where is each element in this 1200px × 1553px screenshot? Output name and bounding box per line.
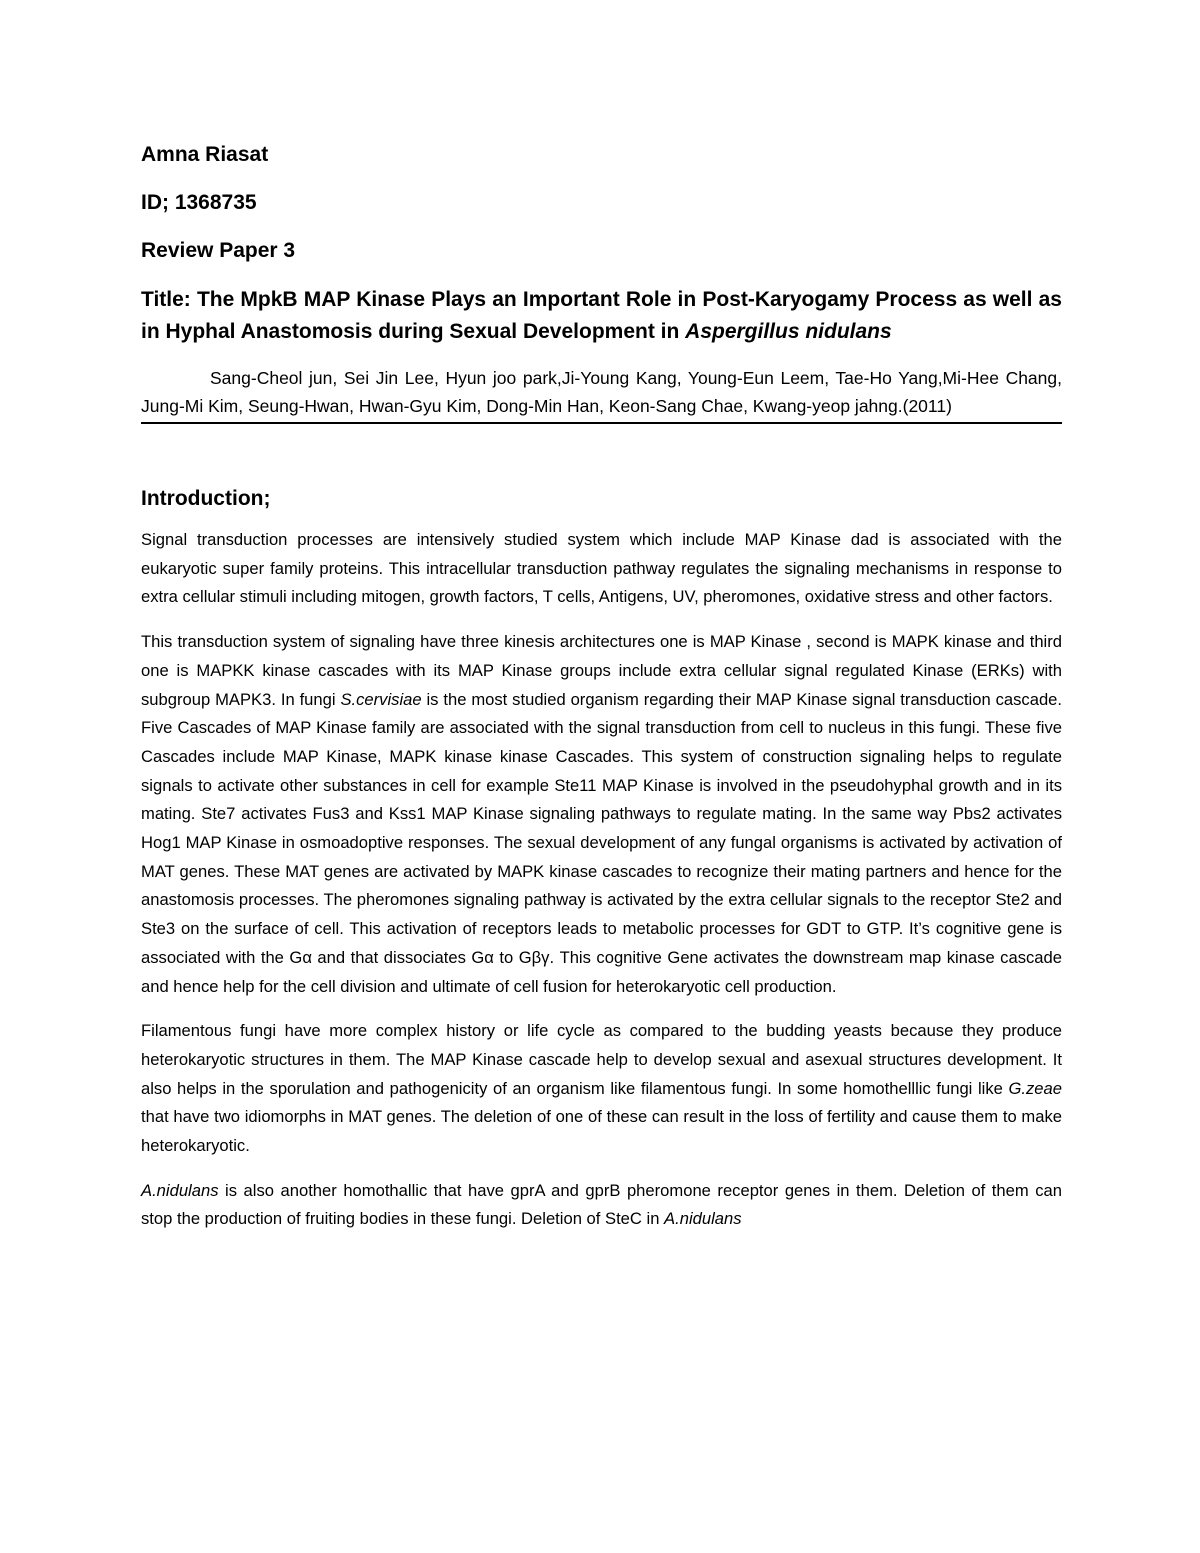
paragraph-3-text-b: that have two idiomorphs in MAT genes. The deletion of one of these can result in the loss of fertility and cause them to make heterokaryotic. — [141, 1107, 1062, 1156]
author-name: Amna Riasat — [141, 143, 269, 166]
paragraph-2-text-b: is the most studied organism regarding their MAP Kinase signal transduction cascade. Five Cascades of MAP Kinase family are associated with the signal transduction from cell to nucleus in this fungi. These five Cascades include MAP Kinase, MAPK kinase kinase Cascades. This system of construction signaling helps to regulate signals to activate other substances in cell for example Ste11 MAP Kinase is involved in the pseudohyphal growth and in its mating. Ste7 activates Fus3 and Kss1 MAP Kinase signaling pathways to regulate mating. In the same way Pbs2 activates Hog1 MAP Kinase in osmoadoptive responses. The sexual development of any fungal organisms is activated by activation of MAT genes. These MAT genes are activated by MAPK kinase cascades to recognize their mating partners and hence for the anastomosis processes. The pheromones signaling pathway is activated by the extra cellular signals to the receptor Ste2 and Ste3 on the surface of cell. This activation of receptors leads to metabolic processes for GDT to GTP. It’s cognitive gene is associated with the Gα and that dissociates Gα to Gβγ. This cognitive Gene activates the downstream map kinase cascade and hence help for the cell division and ultimate of cell fusion for heterokaryotic cell production. — [141, 689, 1063, 996]
document-page — [141, 140, 1062, 1250]
section-heading-introduction: Introduction; — [141, 487, 271, 510]
paper-title-text: Title: The MpkB MAP Kinase Plays an Important Role in Post-Karyogamy Process as well as in Hyphal Anastomosis during Sexual Development in — [141, 288, 1062, 343]
paragraph-2-text-a: This transduction system of signaling have three kinesis architectures one is MAP Kinase , second is MAPK kinase and third one is MAPKK kinase cascades with its MAP Kinase groups include extra cellular signal regulated Kinase (ERKs) with subgroup MAPK3. In fungi — [141, 632, 1062, 709]
paper-label: Review Paper 3 — [141, 239, 296, 262]
paragraph-3-text-a: Filamentous fungi have more complex history or life cycle as compared to the budding yeasts because they produce heterokaryotic structures in them. The MAP Kinase cascade help to develop sexual and asexual structures development. It also helps in the sporulation and pathogenicity of an organism like filamentous fungi. In some homothelllic fungi like — [141, 1021, 1062, 1098]
paper-title-species: Aspergillus nidulans — [685, 320, 892, 343]
paragraph-3 — [141, 1017, 1062, 1161]
species-name: A.nidulans — [664, 1209, 742, 1229]
species-name: S.cervisiae — [340, 689, 422, 709]
paragraph-1: Signal transduction processes are intensively studied system which include MAP Kinase dad is associated with the eukaryotic super family proteins. This intracellular transduction pathway regulates the signaling mechanisms in response to extra cellular stimuli including mitogen, growth factors, T cells, Antigens, UV, pheromones, oxidative stress and other factors. — [141, 530, 1062, 607]
paragraph-4 — [141, 1177, 1062, 1234]
paragraph-4-text-a: is also another homothallic that have gprA and gprB pheromone receptor genes in them. Deletion of them can stop the production of fruiting bodies in these fungi. Deletion of SteC in — [141, 1180, 1062, 1229]
student-id: ID; 1368735 — [141, 191, 257, 214]
author-list: Sang-Cheol jun, Sei Jin Lee, Hyun joo park,Ji-Young Kang, Young-Eun Leem, Tae-Ho Yang,Mi-Hee Chang, Jung-Mi Kim, Seung-Hwan, Hwan-Gyu Kim, Dong-Min Han, Keon-Sang Chae, Kwang-yeop jahng.(2011) — [141, 364, 1062, 424]
paper-title — [141, 284, 1062, 348]
species-name: A.nidulans — [141, 1180, 219, 1200]
paragraph-2 — [141, 628, 1062, 1001]
species-name: G.zeae — [1008, 1078, 1062, 1098]
